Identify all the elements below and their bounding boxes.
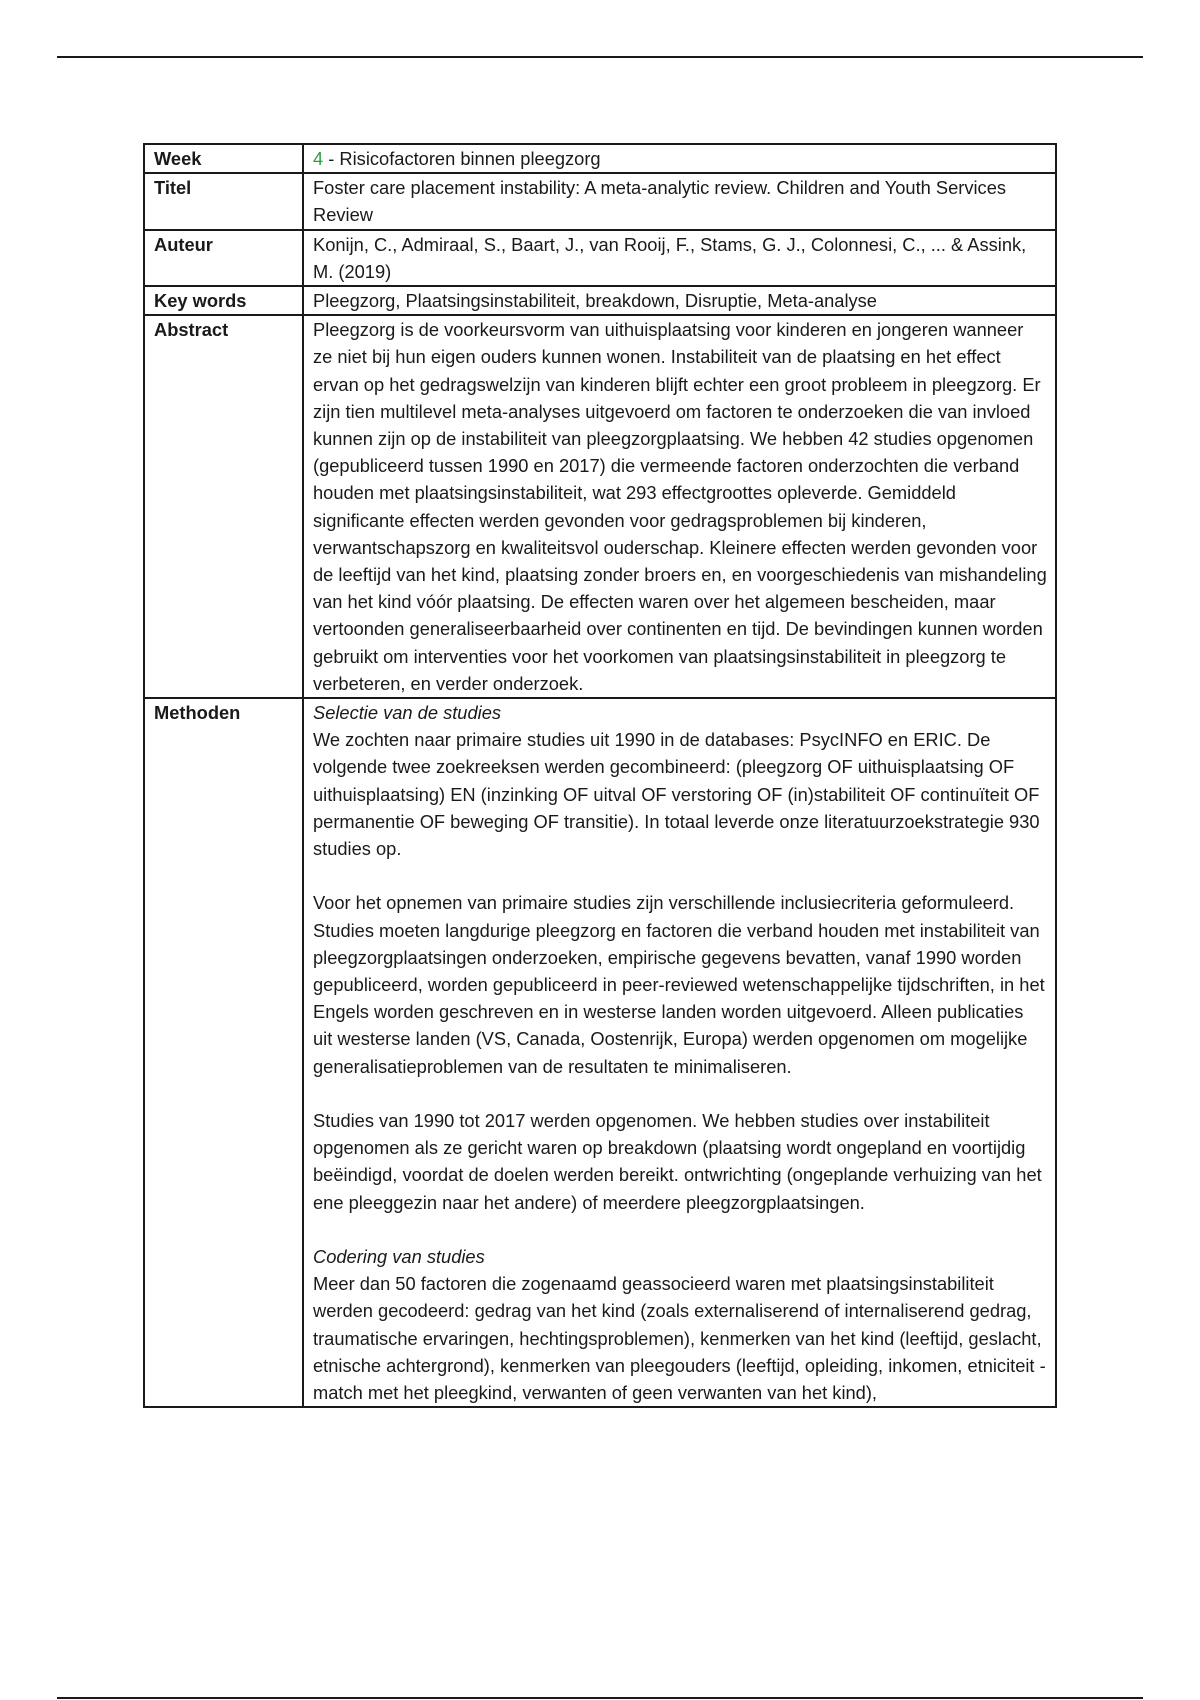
summary-table [143,143,1057,1408]
label-keywords: Key words [144,286,303,315]
value-week [303,144,1056,173]
row-keywords [144,286,1056,315]
methoden-heading-codering: Codering van studies [313,1246,485,1268]
header-rule [57,56,1143,58]
methoden-heading-selectie: Selectie van de studies [313,702,502,724]
paragraph-gap [313,862,1047,889]
value-titel: Foster care placement instability: A meta-analytic review. Children and Youth Services Review [303,173,1056,229]
week-title: - Risicofactoren binnen pleegzorg [323,148,601,169]
row-titel [144,173,1056,229]
methoden-paragraph-2: Voor het opnemen van primaire studies zijn verschillende inclusiecriteria geformuleerd. Studies moeten langdurige pleegzorg en factoren die verband houden met instabiliteit van pleegzorgplaatsingen onderzoeken, empirische gegevens bevatten, vanaf 1990 worden gepubliceerd, worden gepubliceerd in peer-reviewed wetenschappelijke tijdschriften, in het Engels worden geschreven en in westerse landen worden uitgevoerd. Alleen publicaties uit westerse landen (VS, Canada, Oostenrijk, Europa) werden opgenomen om mogelijke generalisatieproblemen van de resultaten te minimaliseren. [313,892,1045,1077]
paragraph-gap [313,1216,1047,1243]
label-methoden: Methoden [144,698,303,1407]
methoden-paragraph-4: Meer dan 50 factoren die zogenaamd geassocieerd waren met plaatsingsinstabiliteit werden gecodeerd: gedrag van het kind (zoals externaliserend of internaliserend gedrag, traumatische ervaringen, hechtingsproblemen), kenmerken van het kind (leeftijd, geslacht, etnische achtergrond), kenmerken van pleegouders (leeftijd, opleiding, inkomen, etniciteit - match met het pleegkind, verwanten of geen verwanten van het kind), [313,1273,1046,1404]
methoden-paragraph-1: We zochten naar primaire studies uit 1990 in de databases: PsycINFO en ERIC. De volgende twee zoekreeksen werden gecombineerd: (pleegzorg OF uithuisplaatsing OF uithuisplaatsing) EN (inzinking OF uitval OF verstoring OF (in)stabiliteit OF continuïteit OF permanentie OF beweging OF transitie). In totaal leverde onze literatuurzoekstrategie 930 studies op. [313,729,1040,860]
paragraph-gap [313,1080,1047,1107]
week-number: 4 [313,148,324,169]
value-methoden [303,698,1056,1407]
row-auteur [144,230,1056,286]
label-auteur: Auteur [144,230,303,286]
value-keywords: Pleegzorg, Plaatsingsinstabiliteit, breakdown, Disruptie, Meta-analyse [303,286,1056,315]
row-abstract [144,315,1056,698]
label-abstract: Abstract [144,315,303,698]
methoden-paragraph-3: Studies van 1990 tot 2017 werden opgenomen. We hebben studies over instabiliteit opgenomen als ze gericht waren op breakdown (plaatsing wordt ongepland en voortijdig beëindigd, voordat de doelen werden bereikt. ontwrichting (ongeplande verhuizing van het ene pleeggezin naar het andere) of meerdere pleegzorgplaatsingen. [313,1110,1042,1213]
label-titel: Titel [144,173,303,229]
value-auteur: Konijn, C., Admiraal, S., Baart, J., van Rooij, F., Stams, G. J., Colonnesi, C., ... & Assink, M. (2019) [303,230,1056,286]
value-abstract: Pleegzorg is de voorkeursvorm van uithuisplaatsing voor kinderen en jongeren wanneer ze niet bij hun eigen ouders kunnen wonen. Instabiliteit van de plaatsing en het effect ervan op het gedragswelzijn van kinderen blijft echter een groot probleem in pleegzorg. Er zijn tien multilevel meta-analyses uitgevoerd om factoren te onderzoeken die van invloed kunnen zijn op de instabiliteit van pleegzorgplaatsing. We hebben 42 studies opgenomen (gepubliceerd tussen 1990 en 2017) die vermeende factoren onderzochten die verband houden met plaatsingsinstabiliteit, wat 293 effectgroottes opleverde. Gemiddeld significante effecten werden gevonden voor gedragsproblemen bij kinderen, verwantschapszorg en kwaliteitsvol ouderschap. Kleinere effecten werden gevonden voor de leeftijd van het kind, plaatsing zonder broers en, en voorgeschiedenis van mishandeling van het kind vóór plaatsing. De effecten waren over het algemeen bescheiden, maar vertoonden generaliseerbaarheid over continenten en tijd. De bevindingen kunnen worden gebruikt om interventies voor het voorkomen van plaatsingsinstabiliteit in pleegzorg te verbeteren, en verder onderzoek. [303,315,1056,698]
row-week [144,144,1056,173]
label-week: Week [144,144,303,173]
row-methoden [144,698,1056,1407]
footer-rule [57,1697,1143,1699]
